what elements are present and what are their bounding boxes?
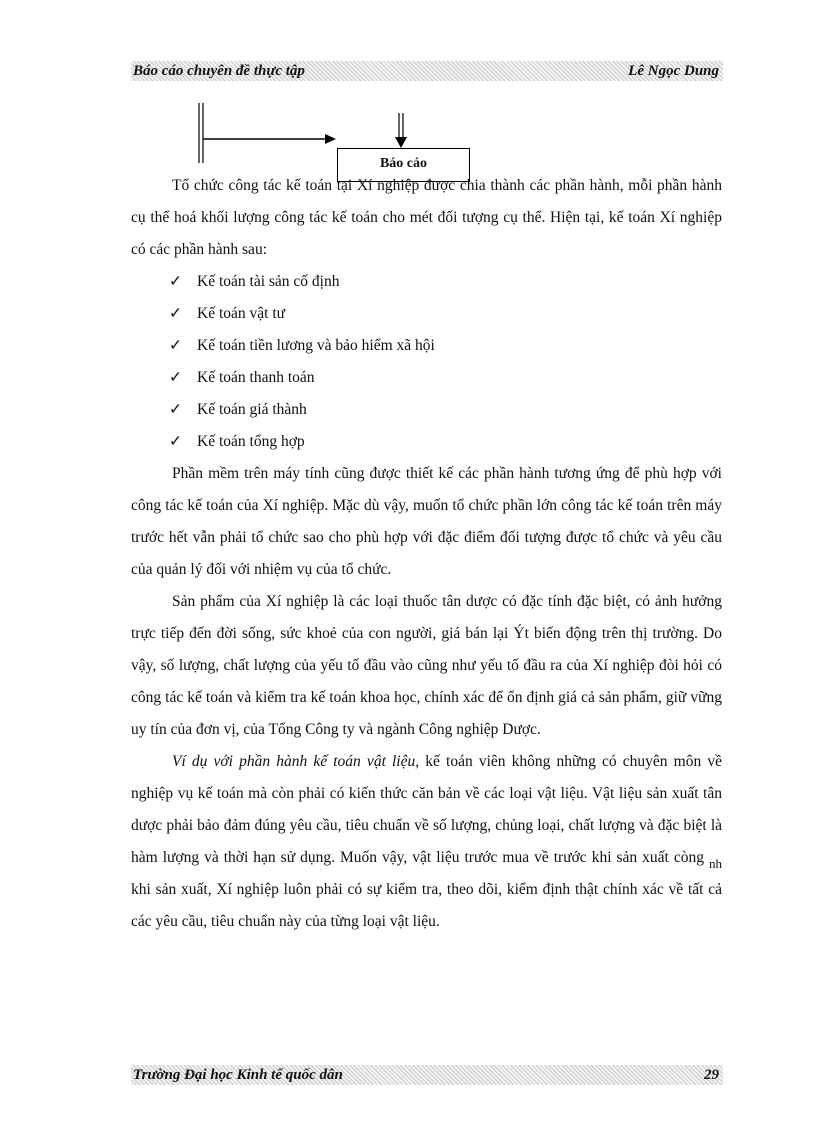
check-icon: ✓ <box>169 305 182 322</box>
report-box-label: Báo cáo <box>379 156 428 171</box>
document-body <box>131 170 722 938</box>
check-icon: ✓ <box>169 273 182 290</box>
paragraph-products: Sản phẩm của Xí nghiệp là các loại thuốc tân dược có đặc tính đặc biệt, có ảnh hưởng trực tiếp đến đời sống, sức khoẻ của con người, giá bán lại Ýt biến động trên thị trường. Do vậy, số lượng, chất lượng của yếu tố đầu vào cũng như yếu tố đầu ra của Xí nghiệp đòi hỏi có công tác kế toán và kiểm tra kế toán khoa học, chính xác để ổn định giá cả sản phẩm, giữ vững uy tín của đơn vị, của Tổng Công ty và ngành Công nghiệp Dược. <box>131 593 722 738</box>
page-number: 29 <box>704 1067 719 1083</box>
check-icon: ✓ <box>169 369 182 386</box>
check-icon: ✓ <box>169 337 182 354</box>
page-footer <box>131 1065 723 1085</box>
footer-school: Trường Đại học Kinh tế quốc dân <box>133 1067 343 1083</box>
checklist-item: ✓ Kế toán tổng hợp <box>131 426 722 458</box>
check-icon: ✓ <box>169 401 182 418</box>
arrow-down-icon <box>395 137 407 148</box>
paragraph-example: Ví dụ với phần hành kế toán vật liệu, kế toán viên không những có chuyên môn về nghiệp vụ kế toán mà còn phải có kiến thức căn bản về các loại vật liệu. Vật liệu sản xuất tân dược phải bảo đảm đúng yêu cầu, tiêu chuẩn về số lượng, chủng loại, chất lượng và đặc biệt là hàm lượng và thời hạn sử dụng. Muốn vậy, vật liệu trước mua về trước khi sản xuất còng $_{nh}$ khi sản xuất, Xí nghiệp luôn phải có sự kiểm tra, theo dõi, kiểm định thật chính xác về tất cả các yêu cầu, tiêu chuẩn này của từng loại vật liệu. <box>131 753 722 930</box>
checklist <box>131 266 722 458</box>
checklist-item: ✓ Kế toán thanh toán <box>131 362 722 394</box>
check-icon: ✓ <box>169 433 182 450</box>
checklist-item: ✓ Kế toán tiền lương và bảo hiểm xã hội <box>131 330 722 362</box>
intro-paragraph: Tổ chức công tác kế toán tại Xí nghiệp được chia thành các phần hành, mỗi phần hành cụ thể hoá khối lượng công tác kế toán cho mét đối tượng cụ thể. Hiện tại, kế toán Xí nghiệp có các phần hành sau: <box>131 177 722 258</box>
header-author: Lê Ngọc Dung <box>628 63 719 79</box>
arrow-right-icon <box>325 134 336 144</box>
example-lead: Ví dụ với phần hành kế toán vật liệu, <box>172 753 420 770</box>
checklist-item: ✓ Kế toán tài sản cố định <box>131 266 722 298</box>
checklist-item: ✓ Kế toán giá thành <box>131 394 722 426</box>
header-title: Báo cáo chuyên đề thực tập <box>133 63 305 79</box>
checklist-item: ✓ Kế toán vật tư <box>131 298 722 330</box>
paragraph-software: Phần mềm trên máy tính cũng được thiết kế các phần hành tương ứng để phù hợp với công tác kế toán của Xí nghiệp. Mặc dù vậy, muốn tổ chức phần lớn công tác kế toán trên máy trước hết vẫn phải tổ chức sao cho phù hợp với đặc điểm đối tượng được tổ chức và yêu cầu của quản lý đối với nhiệm vụ của tổ chức. <box>131 465 722 578</box>
